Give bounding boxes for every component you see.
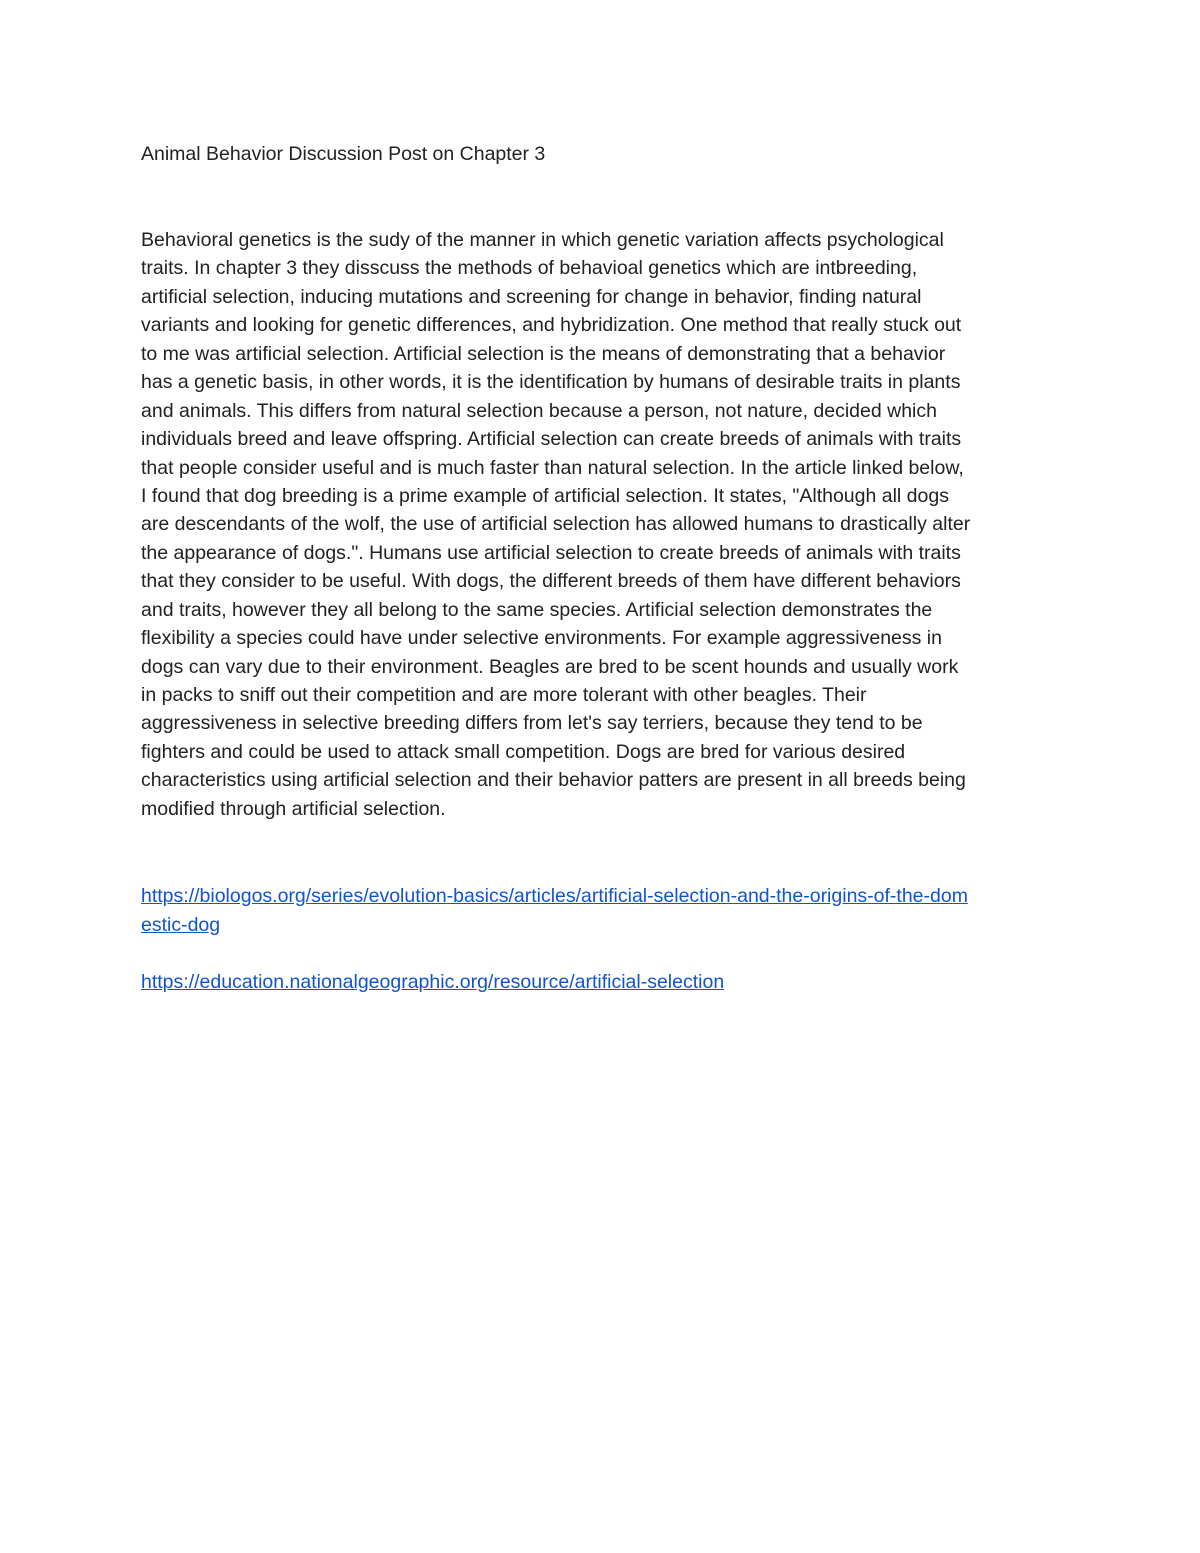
link-spacer xyxy=(141,939,1071,968)
natgeo-link[interactable]: https://education.nationalgeographic.org/resource/artificial-selection xyxy=(141,970,725,993)
body-line: traits. In chapter 3 they disscuss the methods of behavioal genetics which are intbreeding, xyxy=(141,257,918,280)
body-line: are descendants of the wolf, the use of artificial selection has allowed humans to drastically alter xyxy=(141,513,971,536)
body-line: that people consider useful and is much faster than natural selection. In the article linked below, xyxy=(141,456,964,479)
document-body xyxy=(141,226,1061,823)
body-line: and animals. This differs from natural selection because a person, not nature, decided which xyxy=(141,399,937,422)
body-line: individuals breed and leave offspring. Artificial selection can create breeds of animals with traits xyxy=(141,428,962,451)
body-line: characteristics using artificial selection and their behavior patters are present in all breeds being xyxy=(141,769,966,792)
body-line: fighters and could be used to attack small competition. Dogs are bred for various desired xyxy=(141,740,906,763)
body-line: variants and looking for genetic differences, and hybridization. One method that really stuck out xyxy=(141,314,962,337)
body-line: flexibility a species could have under selective environments. For example aggressiveness in xyxy=(141,627,942,650)
body-line: aggressiveness in selective breeding differs from let's say terriers, because they tend to be xyxy=(141,712,923,735)
reference-links xyxy=(141,882,1071,996)
body-line: artificial selection, inducing mutations and screening for change in behavior, finding natural xyxy=(141,285,922,308)
body-line: that they consider to be useful. With dogs, the different breeds of them have different behaviors xyxy=(141,570,961,593)
document-title: Animal Behavior Discussion Post on Chapter 3 xyxy=(141,143,546,165)
body-line: in packs to sniff out their competition and are more tolerant with other beagles. Their xyxy=(141,684,867,706)
body-line: I found that dog breeding is a prime example of artificial selection. It states, "Although all dogs xyxy=(141,484,949,507)
body-line: and traits, however they all belong to the same species. Artificial selection demonstrates the xyxy=(141,598,933,621)
body-line: modified through artificial selection. xyxy=(141,797,446,820)
body-line: dogs can vary due to their environment. Beagles are bred to be scent hounds and usually work xyxy=(141,655,959,678)
biologos-link-line-1[interactable]: https://biologos.org/series/evolution-basics/articles/artificial-selection-and-the-origins-of-the-dom xyxy=(141,885,968,907)
body-line: to me was artificial selection. Artificial selection is the means of demonstrating that a behavior xyxy=(141,342,946,365)
body-line: Behavioral genetics is the sudy of the manner in which genetic variation affects psychological xyxy=(141,229,944,251)
biologos-link-line-2[interactable]: estic-dog xyxy=(141,913,221,936)
body-line: has a genetic basis, in other words, it is the identification by humans of desirable traits in plants xyxy=(141,371,961,394)
body-line: the appearance of dogs.". Humans use artificial selection to create breeds of animals with traits xyxy=(141,541,961,564)
